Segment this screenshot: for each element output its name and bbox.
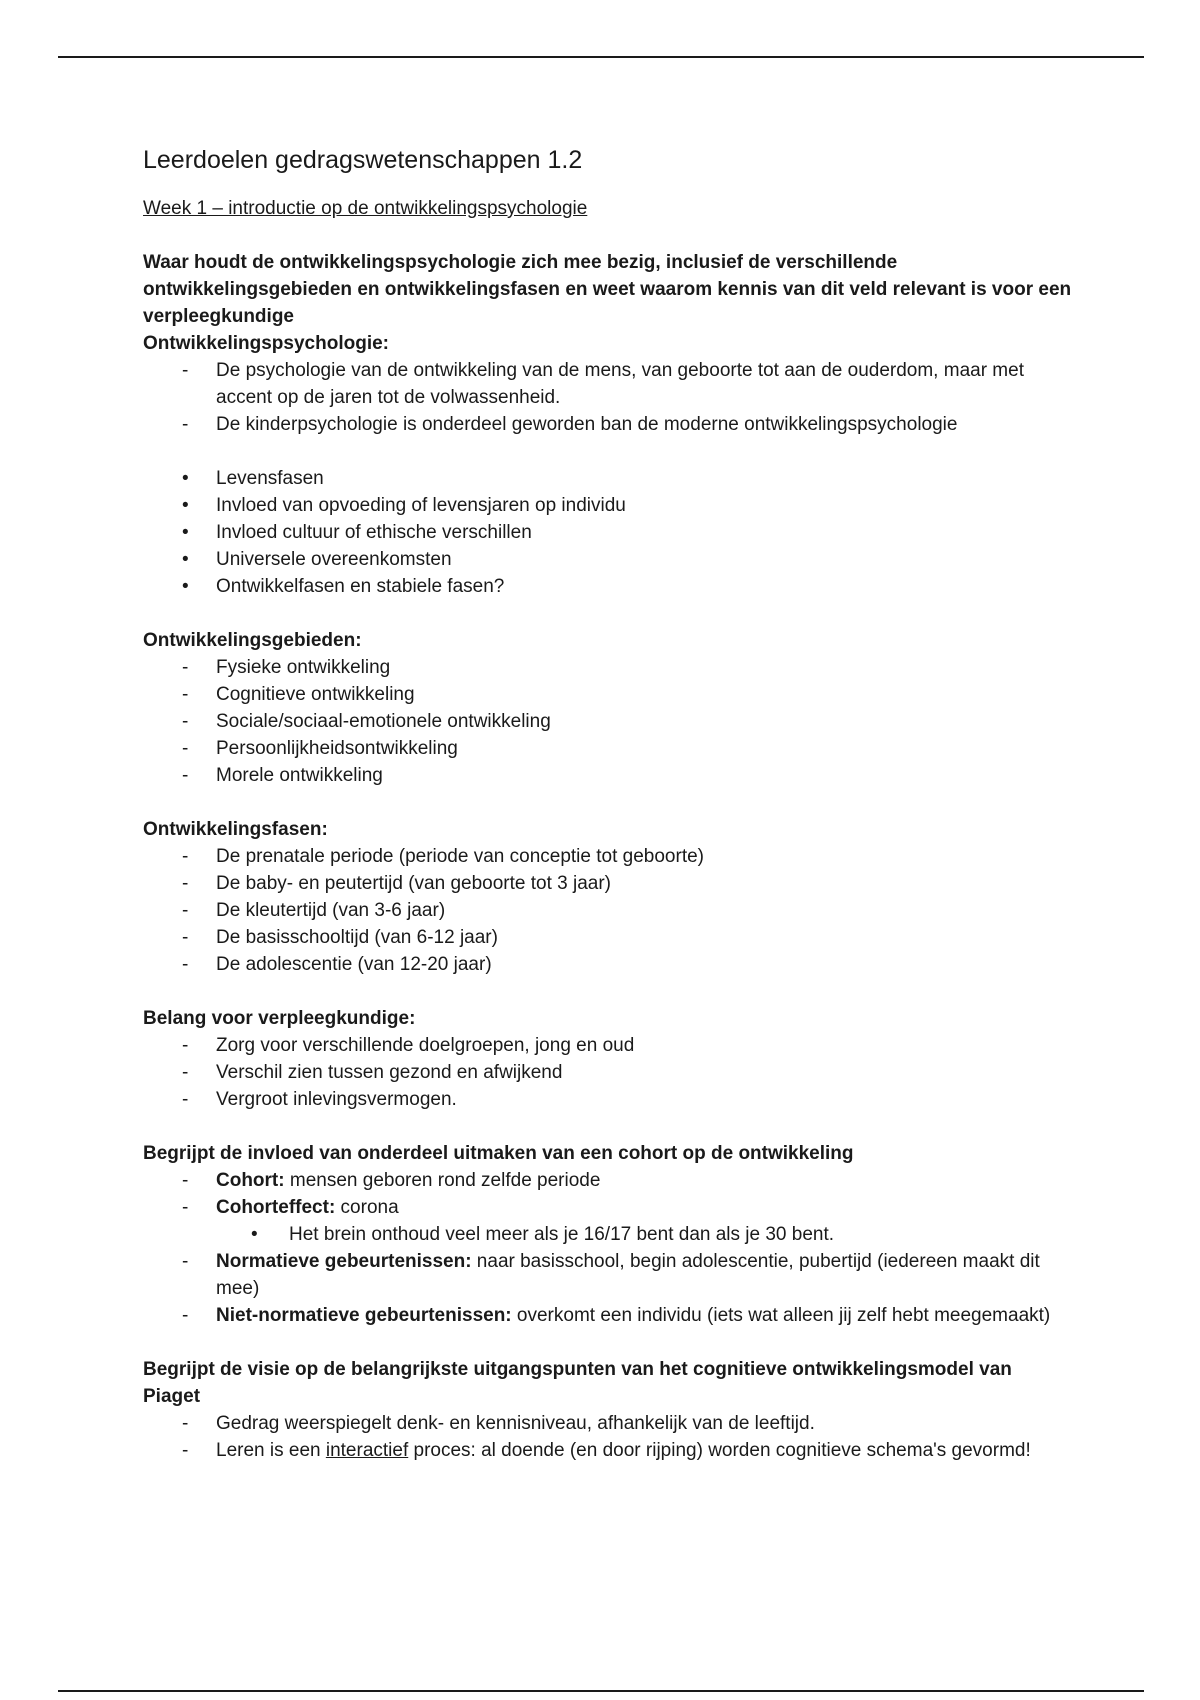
document-body xyxy=(143,143,1073,1464)
bullet-marker: • xyxy=(182,549,189,570)
section-heading-piaget: Begrijpt de visie op de belangrijkste uitgangspunten van het cognitieve ontwikkelingsmodel van Piaget xyxy=(143,1359,1012,1407)
list-item: - De prenatale periode (periode van conceptie tot geboorte) xyxy=(143,843,1073,870)
list-item: • Levensfasen xyxy=(143,465,1073,492)
term-niet-normatief: Niet-normatieve gebeurtenissen: xyxy=(216,1305,512,1326)
section-heading-fasen: Ontwikkelingsfasen: xyxy=(143,819,328,840)
section-heading-belang: Belang voor verpleegkundige: xyxy=(143,1008,416,1029)
dash-marker: - xyxy=(182,657,189,678)
dash-list xyxy=(143,843,1073,978)
dash-list xyxy=(143,357,1073,438)
dash-marker: - xyxy=(182,1305,189,1326)
dash-marker: - xyxy=(182,711,189,732)
term-normatief: Normatieve gebeurtenissen: xyxy=(216,1251,472,1272)
term-cohorteffect: Cohorteffect: xyxy=(216,1197,336,1218)
dash-marker: - xyxy=(182,1197,189,1218)
bullet-list xyxy=(143,465,1073,600)
dash-marker: - xyxy=(182,414,189,435)
underlined-term: interactief xyxy=(325,1440,409,1461)
page-title: Leerdoelen gedragswetenschappen 1.2 xyxy=(143,146,583,174)
dash-marker: - xyxy=(182,954,189,975)
bullet-marker: • xyxy=(182,468,189,489)
bullet-marker: • xyxy=(182,522,189,543)
list-item: - Morele ontwikkeling xyxy=(143,762,1073,789)
list-item: - Persoonlijkheidsontwikkeling xyxy=(143,735,1073,762)
list-item: • Universele overeenkomsten xyxy=(143,546,1073,573)
week-heading: Week 1 – introductie op de ontwikkelingspsychologie xyxy=(143,198,588,219)
term-cohort: Cohort: xyxy=(216,1170,285,1191)
sub-list-item: • Het brein onthoud veel meer als je 16/17 bent dan als je 30 bent. xyxy=(143,1221,1073,1248)
dash-marker: - xyxy=(182,765,189,786)
list-item: - De baby- en peutertijd (van geboorte tot 3 jaar) xyxy=(143,870,1073,897)
list-item: - Normatieve gebeurtenissen: naar basisschool, begin adolescentie, pubertijd (iedereen maakt dit mee) xyxy=(143,1248,1073,1302)
bullet-marker: • xyxy=(182,495,189,516)
dash-list xyxy=(143,1167,1073,1329)
dash-marker: - xyxy=(182,738,189,759)
list-item: - Cognitieve ontwikkeling xyxy=(143,681,1073,708)
list-item: - Cohort: mensen geboren rond zelfde periode xyxy=(143,1167,1073,1194)
list-item: - Leren is een interactief proces: al doende (en door rijping) worden cognitieve schema's gevormd! xyxy=(143,1437,1073,1464)
list-item: - Cohorteffect: corona xyxy=(143,1194,1073,1221)
list-item: • Ontwikkelfasen en stabiele fasen? xyxy=(143,573,1073,600)
dash-list xyxy=(143,1032,1073,1113)
list-item: - De basisschooltijd (van 6-12 jaar) xyxy=(143,924,1073,951)
list-item: - Zorg voor verschillende doelgroepen, jong en oud xyxy=(143,1032,1073,1059)
dash-marker: - xyxy=(182,1440,189,1461)
list-item: - Niet-normatieve gebeurtenissen: overkomt een individu (iets wat alleen jij zelf hebt meegemaakt) xyxy=(143,1302,1073,1329)
list-item: - Verschil zien tussen gezond en afwijkend xyxy=(143,1059,1073,1086)
top-rule xyxy=(58,56,1144,58)
list-item: • Invloed cultuur of ethische verschillen xyxy=(143,519,1073,546)
list-item: - Vergroot inlevingsvermogen. xyxy=(143,1086,1073,1113)
dash-marker: - xyxy=(182,1035,189,1056)
list-item: - De psychologie van de ontwikkeling van de mens, van geboorte tot aan de ouderdom, maar met accent op de jaren tot de volwassenheid. xyxy=(143,357,1073,411)
dash-marker: - xyxy=(182,1089,189,1110)
bottom-rule xyxy=(58,1690,1144,1692)
list-item: - De kinderpsychologie is onderdeel geworden ban de moderne ontwikkelingspsychologie xyxy=(143,411,1073,438)
dash-marker: - xyxy=(182,873,189,894)
dash-marker: - xyxy=(182,1062,189,1083)
section-heading-cohort: Begrijpt de invloed van onderdeel uitmaken van een cohort op de ontwikkeling xyxy=(143,1143,854,1164)
dash-marker: - xyxy=(182,927,189,948)
section-heading-ontwikkelingspsychologie: Ontwikkelingspsychologie: xyxy=(143,333,389,354)
dash-marker: - xyxy=(182,846,189,867)
learning-goal-question: Waar houdt de ontwikkelingspsychologie zich mee bezig, inclusief de verschillende ontwikkelingsgebieden en ontwikkelingsfasen en weet waarom kennis van dit veld relevant is voor een verpleegkundige xyxy=(143,252,1072,327)
dash-list xyxy=(143,1410,1073,1464)
bullet-marker: • xyxy=(251,1224,258,1245)
dash-marker: - xyxy=(182,1413,189,1434)
dash-marker: - xyxy=(182,1251,189,1272)
dash-list xyxy=(143,654,1073,789)
bullet-marker: • xyxy=(182,576,189,597)
dash-marker: - xyxy=(182,900,189,921)
dash-marker: - xyxy=(182,684,189,705)
list-item: - Gedrag weerspiegelt denk- en kennisniveau, afhankelijk van de leeftijd. xyxy=(143,1410,1073,1437)
section-heading-gebieden: Ontwikkelingsgebieden: xyxy=(143,630,362,651)
list-item: • Invloed van opvoeding of levensjaren op individu xyxy=(143,492,1073,519)
dash-marker: - xyxy=(182,1170,189,1191)
list-item: - Sociale/sociaal-emotionele ontwikkeling xyxy=(143,708,1073,735)
list-item: - Fysieke ontwikkeling xyxy=(143,654,1073,681)
list-item: - De adolescentie (van 12-20 jaar) xyxy=(143,951,1073,978)
dash-marker: - xyxy=(182,360,189,381)
list-item: - De kleutertijd (van 3-6 jaar) xyxy=(143,897,1073,924)
